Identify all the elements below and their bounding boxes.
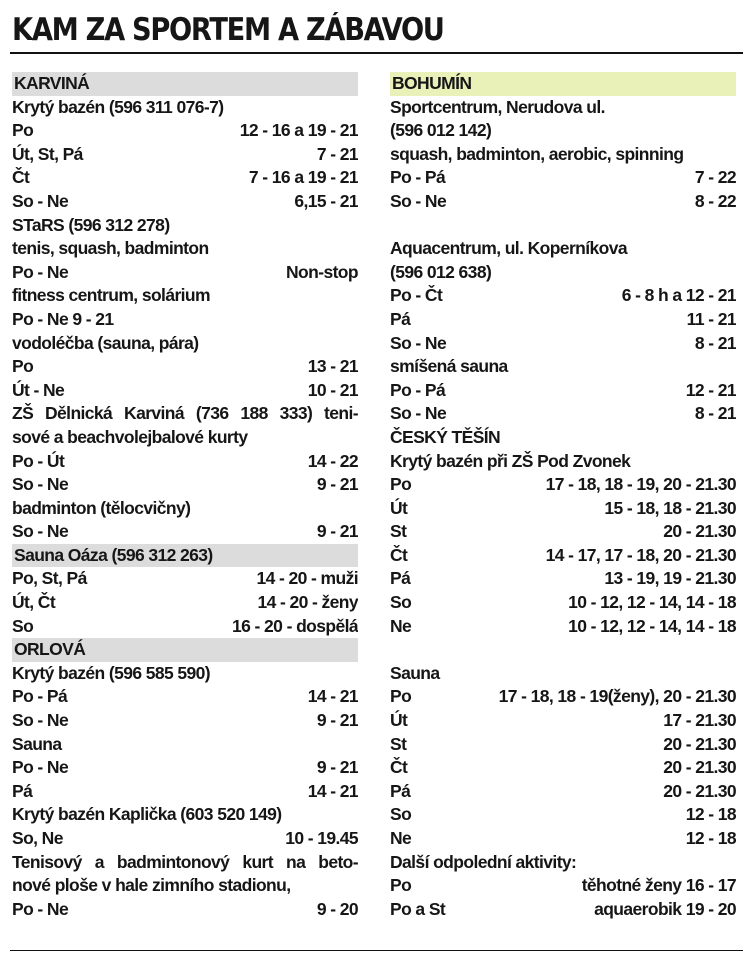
schedule-row: [12, 520, 358, 544]
row-label: Po - Čt: [390, 285, 443, 306]
page-title: KAM ZA SPORTEM A ZÁBAVOU: [12, 12, 444, 48]
schedule-row: [12, 567, 358, 591]
row-label: smíšená sauna: [390, 356, 508, 377]
schedule-row: [12, 190, 358, 214]
row-hours: 12 - 18: [685, 804, 736, 825]
schedule-row: [390, 308, 736, 332]
row-hours: 7 - 22: [694, 167, 736, 188]
row-label: Po: [12, 120, 34, 141]
schedule-row: [390, 450, 736, 474]
row-label: So - Ne: [12, 190, 69, 211]
row-label: ČESKÝ TĚŠÍN: [390, 426, 501, 447]
row-hours: 13 - 19, 19 - 21.30: [604, 568, 736, 589]
row-hours: 16 - 20 - dospělá: [232, 615, 358, 636]
row-label: Krytý bazén při ZŠ Pod Zvonek: [390, 450, 631, 471]
row-hours: těhotné ženy 16 - 17: [581, 875, 736, 896]
row-label: Čt: [390, 757, 408, 778]
row-label: Sauna Oáza (596 312 263): [14, 544, 213, 565]
schedule-row: [12, 709, 358, 733]
row-label: Aquacentrum, ul. Koperníkova: [390, 238, 627, 259]
row-hours: 14 - 22: [307, 450, 358, 471]
row-hours: 8 - 21: [694, 332, 736, 353]
row-label: KARVINÁ: [14, 73, 90, 93]
row-hours: 14 - 21: [307, 780, 358, 801]
schedule-row: [390, 874, 736, 898]
schedule-row: [12, 450, 358, 474]
schedule-row: [390, 284, 736, 308]
row-hours: 14 - 21: [307, 686, 358, 707]
schedule-row: [12, 355, 358, 379]
row-label: So: [12, 615, 34, 636]
schedule-row: [390, 615, 736, 639]
row-label: Pá: [390, 308, 411, 329]
row-label: Pá: [12, 780, 33, 801]
row-label: So: [390, 592, 412, 613]
schedule-row: [12, 851, 358, 875]
schedule-row: [390, 780, 736, 804]
row-hours: 10 - 12, 12 - 14, 14 - 18: [568, 615, 736, 636]
row-label: fitness centrum, solárium: [12, 285, 210, 306]
row-hours: 17 - 21.30: [663, 710, 736, 731]
row-label: Po: [390, 875, 412, 896]
schedule-row: [390, 426, 736, 450]
row-hours: 12 - 16 a 19 - 21: [239, 120, 358, 141]
schedule-row: [390, 544, 736, 568]
row-hours: Non-stop: [286, 261, 358, 282]
row-label: ZŠ Dělnická Karviná (736 188 333) teni-: [12, 403, 358, 424]
row-label: Po - Pá: [390, 167, 446, 188]
row-label: So - Ne: [390, 403, 447, 424]
schedule-row: [390, 756, 736, 780]
schedule-row: [12, 96, 358, 120]
schedule-row: [390, 685, 736, 709]
row-label: So - Ne: [12, 710, 69, 731]
row-label: So: [390, 804, 412, 825]
schedule-row: [12, 591, 358, 615]
schedule-row: [390, 190, 736, 214]
row-hours: 20 - 21.30: [663, 733, 736, 754]
schedule-row: [390, 402, 736, 426]
row-hours: 7 - 16 a 19 - 21: [248, 167, 358, 188]
row-label: badminton (tělocvičny): [12, 497, 191, 518]
schedule-row: [390, 237, 736, 261]
row-label: Sportcentrum, Nerudova ul.: [390, 96, 605, 117]
row-hours: 14 - 20 - muži: [256, 568, 358, 589]
row-label: ORLOVÁ: [14, 639, 86, 660]
spacer: [390, 214, 736, 238]
row-label: Po - Ne 9 - 21: [12, 308, 114, 329]
schedule-row: [390, 473, 736, 497]
row-label: Po - Ne: [12, 898, 69, 919]
row-label: Út, St, Pá: [12, 143, 83, 164]
schedule-row: [390, 803, 736, 827]
section-heading: [12, 72, 358, 96]
row-label: Pá: [390, 568, 411, 589]
schedule-row: [390, 332, 736, 356]
row-hours: 12 - 18: [685, 828, 736, 848]
section-heading: [390, 72, 736, 96]
row-label: Čt: [390, 544, 408, 565]
row-label: Út: [390, 710, 408, 731]
row-label: Další odpolední aktivity:: [390, 851, 577, 872]
row-hours: 9 - 21: [316, 474, 358, 495]
schedule-row: [390, 96, 736, 120]
schedule-row: [12, 402, 358, 426]
row-label: Krytý bazén (596 585 590): [12, 662, 211, 683]
row-label: Po - Ne: [12, 261, 69, 282]
row-label: St: [390, 733, 407, 754]
schedule-row: [12, 497, 358, 521]
row-label: Po a St: [390, 898, 446, 919]
schedule-row: [390, 733, 736, 757]
row-hours: 17 - 18, 18 - 19, 20 - 21.30: [545, 474, 736, 495]
row-hours: 6,15 - 21: [294, 190, 358, 211]
row-label: Út, Čt: [12, 592, 56, 613]
schedule-row: [12, 237, 358, 261]
schedule-row: [12, 615, 358, 639]
row-hours: 9 - 21: [316, 521, 358, 542]
schedule-row: [390, 355, 736, 379]
schedule-row: [390, 851, 736, 875]
schedule-row: [390, 709, 736, 733]
row-label: vodoléčba (sauna, pára): [12, 332, 199, 353]
schedule-row: [390, 143, 736, 167]
schedule-row: [390, 567, 736, 591]
schedule-row: [12, 898, 358, 922]
schedule-row: [12, 166, 358, 190]
row-hours: 8 - 22: [694, 190, 736, 211]
row-label: Sauna: [390, 662, 440, 683]
row-hours: 15 - 18, 18 - 21.30: [604, 497, 736, 518]
row-hours: 10 - 21: [307, 379, 358, 400]
row-label: squash, badminton, aerobic, spinning: [390, 143, 684, 164]
row-label: St: [390, 521, 407, 542]
row-label: Sauna: [12, 733, 62, 754]
row-hours: 9 - 21: [316, 710, 358, 731]
row-hours: 20 - 21.30: [663, 521, 736, 542]
bottom-rule: [10, 950, 743, 951]
row-label: So - Ne: [390, 190, 447, 211]
row-hours: 7 - 21: [316, 143, 358, 164]
schedule-row: [390, 166, 736, 190]
schedule-row: [12, 426, 358, 450]
row-hours: 11 - 21: [686, 308, 736, 329]
schedule-row: [12, 379, 358, 403]
schedule-row: [12, 662, 358, 686]
schedule-row: [390, 497, 736, 521]
row-hours: 12 - 21: [685, 379, 736, 400]
schedule-row: [390, 827, 736, 851]
row-hours: 8 - 21: [694, 403, 736, 424]
row-label: sové a beachvolejbalové kurty: [12, 426, 248, 447]
schedule-row: [12, 874, 358, 898]
row-hours: 9 - 21: [316, 757, 358, 778]
schedule-row: [12, 308, 358, 332]
schedule-row: [12, 733, 358, 757]
row-label: Po, St, Pá: [12, 568, 87, 589]
row-hours: 9 - 20: [316, 898, 358, 919]
schedule-row: [390, 662, 736, 686]
schedule-row: [390, 261, 736, 285]
schedule-row: [390, 520, 736, 544]
schedule-row: [12, 143, 358, 167]
row-hours: aquaerobik 19 - 20: [594, 898, 736, 919]
schedule-row: [12, 685, 358, 709]
schedule-row: [390, 591, 736, 615]
schedule-row: [12, 827, 358, 851]
row-label: nové ploše v hale zimního stadionu,: [12, 875, 291, 896]
schedule-row: [12, 780, 358, 804]
spacer: [390, 638, 736, 662]
row-label: Ne: [390, 615, 412, 636]
row-label: (596 012 142): [390, 120, 492, 141]
row-label: Po - Pá: [390, 379, 446, 400]
schedule-row: [12, 214, 358, 238]
schedule-row: [12, 119, 358, 143]
row-label: So - Ne: [390, 332, 447, 353]
row-label: So, Ne: [12, 828, 63, 848]
schedule-row: [390, 379, 736, 403]
row-hours: 13 - 21: [307, 356, 358, 377]
row-label: Krytý bazén Kaplička (603 520 149): [12, 804, 282, 825]
schedule-row: [12, 803, 358, 827]
row-label: Ne: [390, 828, 412, 848]
row-label: Út - Ne: [12, 379, 65, 400]
schedule-row: [12, 473, 358, 497]
section-heading: [12, 638, 358, 662]
row-label: Po: [390, 474, 412, 495]
row-label: Po: [390, 686, 412, 707]
row-label: Krytý bazén (596 311 076-7): [12, 96, 224, 117]
schedule-row: [12, 284, 358, 308]
row-label: Po: [12, 356, 34, 377]
row-label: So - Ne: [12, 521, 69, 542]
section-heading: [12, 544, 358, 568]
title-rule: [10, 52, 743, 54]
row-label: BOHUMÍN: [392, 73, 472, 93]
row-label: Po - Út: [12, 450, 65, 471]
row-hours: 14 - 20 - ženy: [257, 592, 358, 613]
row-hours: 20 - 21.30: [663, 757, 736, 778]
row-label: STaRS (596 312 278): [12, 214, 170, 235]
schedule-row: [12, 332, 358, 356]
schedule-row: [390, 898, 736, 922]
row-hours: 10 - 12, 12 - 14, 14 - 18: [568, 592, 736, 613]
row-label: (596 012 638): [390, 261, 492, 282]
row-hours: 14 - 17, 17 - 18, 20 - 21.30: [545, 544, 736, 565]
row-label: Út: [390, 497, 408, 518]
row-label: Po - Pá: [12, 686, 68, 707]
row-label: Čt: [12, 167, 30, 188]
row-hours: 17 - 18, 18 - 19(ženy), 20 - 21.30: [498, 686, 736, 707]
schedule-row: [390, 119, 736, 143]
row-label: Po - Ne: [12, 757, 69, 778]
row-label: Tenisový a badmintonový kurt na beto-: [12, 851, 358, 872]
row-label: tenis, squash, badminton: [12, 238, 209, 259]
row-hours: 10 - 19.45: [285, 828, 358, 848]
row-label: So - Ne: [12, 474, 69, 495]
row-hours: 6 - 8 h a 12 - 21: [621, 285, 736, 306]
row-label: Pá: [390, 780, 411, 801]
row-hours: 20 - 21.30: [663, 780, 736, 801]
left-column: [12, 72, 358, 921]
schedule-row: [12, 756, 358, 780]
schedule-row: [12, 261, 358, 285]
right-column: [390, 72, 736, 921]
